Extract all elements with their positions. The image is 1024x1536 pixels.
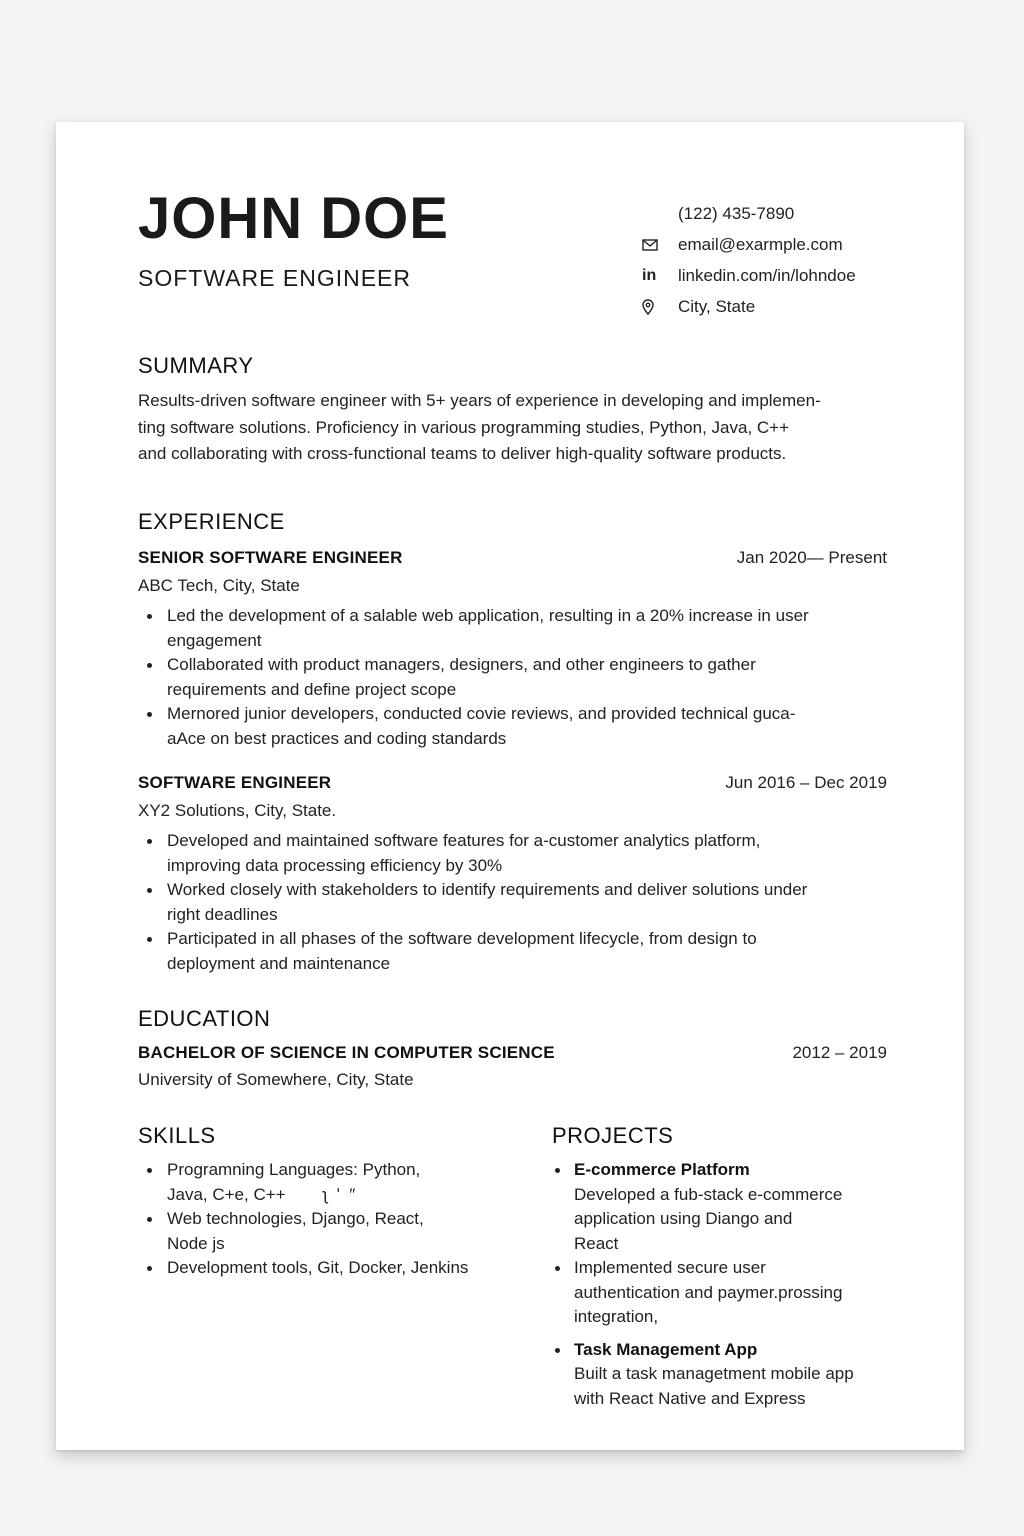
bullet-item	[138, 653, 887, 702]
summary-line: and collaborating with cross-functional teams to deliver high-quality software products.	[138, 444, 787, 463]
location-text: City, State	[678, 297, 756, 316]
projects-heading: PROJECTS	[552, 1123, 674, 1148]
skill-line: Java, C+е, C++ ʅ ʹ ″	[167, 1184, 356, 1204]
contact-email	[642, 229, 942, 260]
candidate-name: JOHN DOE	[138, 186, 449, 251]
skills-list	[138, 1158, 518, 1281]
skill-line: Development tools, Git, Docker, Jenkins	[167, 1258, 469, 1277]
job-bullets	[138, 829, 887, 976]
bullet-item	[138, 829, 887, 878]
bullet-line: Mernored junior developers, conducted covie reviews, and provided technical guca-	[167, 704, 796, 723]
skill-item	[138, 1256, 518, 1281]
projects-list	[552, 1158, 912, 1411]
job-dates: Jan 2020— Present	[736, 548, 887, 567]
linkedin-text[interactable]: linkedin.com/in/lohndoe	[678, 266, 856, 285]
bullet-dot	[555, 1348, 560, 1353]
education-section	[138, 1005, 887, 1093]
education-dates: 2012 – 2019	[792, 1043, 887, 1062]
location-pin-icon	[642, 299, 678, 315]
project-title: Task Management App	[574, 1339, 758, 1359]
experience-section	[138, 508, 887, 976]
bullet-dot	[147, 712, 152, 717]
summary-line: ting software solutions. Proficiency in various programming studies, Python, Java, C++	[138, 417, 790, 437]
project-line: Implemented secure user	[574, 1258, 766, 1277]
bullet-line: Developed and maintained software features for a-customer analytics platform,	[167, 831, 761, 850]
education-heading: EDUCATION	[138, 1006, 271, 1031]
skills-heading: SKILLS	[138, 1123, 216, 1148]
bullet-line: right deadlines	[167, 904, 278, 924]
projects-section	[552, 1122, 912, 1411]
phone-text: (122) 435-7890	[678, 204, 795, 223]
skill-line: Programning Languages: Python,	[167, 1160, 421, 1179]
education-header	[138, 1041, 887, 1065]
project-item	[552, 1338, 912, 1412]
job-title: SOFTWARE ENGINEER	[138, 773, 332, 792]
bullet-dot	[147, 1217, 152, 1222]
job-company: XY2 Solutions, City, State.	[138, 801, 337, 820]
contact-linkedin	[642, 260, 942, 291]
skill-item	[138, 1207, 518, 1256]
bullet-line: engagement	[167, 630, 262, 650]
skill-line: Node js	[167, 1233, 225, 1253]
bullet-line: improving data processing efficiency by 30%	[167, 855, 503, 875]
school-name: University of Somewhere, City, State	[138, 1070, 414, 1089]
project-line: Developed a fub-stack e-commerce	[574, 1184, 843, 1204]
skill-line: Web technologies, Django, React,	[167, 1209, 424, 1228]
job-company: ABC Tech, City, State	[138, 576, 300, 595]
job-header	[138, 546, 887, 570]
summary-text	[138, 388, 898, 468]
bullet-dot	[147, 1168, 152, 1173]
job-entry	[138, 771, 887, 976]
project-line: application using Diango and	[574, 1209, 793, 1228]
bullet-line: Participated in all phases of the software development lifecycle, from design to	[167, 929, 757, 948]
summary-heading: SUMMARY	[138, 353, 254, 378]
resume-page	[56, 122, 964, 1450]
job-dates: Jun 2016 – Dec 2019	[725, 773, 887, 792]
degree-title: BACHELOR OF SCIENCE IN COMPUTER SCIENCE	[138, 1043, 555, 1062]
bullet-dot	[555, 1266, 560, 1271]
project-line: Built a task managetment mobile app	[574, 1364, 854, 1383]
bullet-line: Collaborated with product managers, designers, and other engineers to gather	[167, 655, 756, 674]
project-line: with React Native and Express	[574, 1388, 806, 1408]
bullet-line: aAce on best practices and coding standards	[167, 728, 507, 748]
project-line: authentication and paymer.prossing	[574, 1282, 843, 1302]
job-header	[138, 771, 887, 795]
job-bullets	[138, 604, 887, 751]
bullet-dot	[147, 1266, 152, 1271]
bullet-item	[138, 878, 887, 927]
bullet-line: Worked closely with stakeholders to identify requirements and deliver solutions under	[167, 880, 808, 899]
linkedin-icon: in	[642, 267, 657, 284]
contact-location	[642, 291, 942, 322]
bullet-item	[138, 604, 887, 653]
bullet-dot	[147, 663, 152, 668]
project-title: E-commerce Platform	[574, 1160, 750, 1179]
project-item	[552, 1256, 912, 1330]
bullet-line: requirements and define project scope	[167, 679, 457, 699]
bullet-dot	[147, 614, 152, 619]
bullet-item	[138, 702, 887, 751]
contact-phone	[642, 198, 942, 229]
candidate-title: SOFTWARE ENGINEER	[138, 265, 411, 291]
project-line: integration,	[574, 1307, 659, 1326]
email-text[interactable]: email@exarmple.com	[678, 235, 843, 254]
bullet-item	[138, 927, 887, 976]
bullet-dot	[147, 937, 152, 942]
project-line: React	[574, 1233, 619, 1253]
contact-block	[642, 198, 942, 322]
bullet-dot	[555, 1168, 560, 1173]
email-icon	[642, 239, 678, 251]
experience-heading: EXPERIENCE	[138, 509, 285, 534]
summary-section	[138, 352, 898, 468]
summary-line: Results-driven software engineer with 5+ years of experience in developing and implemen-	[138, 391, 821, 410]
bullet-dot	[147, 888, 152, 893]
job-title: SENIOR SOFTWARE ENGINEER	[138, 548, 403, 567]
skills-section	[138, 1122, 518, 1281]
bullet-line: deployment and maintenance	[167, 953, 391, 973]
skill-item	[138, 1158, 518, 1207]
project-item	[552, 1158, 912, 1256]
bullet-dot	[147, 839, 152, 844]
job-entry	[138, 546, 887, 751]
bullet-line: Led the development of a salable web application, resulting in a 20% increase in user	[167, 606, 809, 625]
